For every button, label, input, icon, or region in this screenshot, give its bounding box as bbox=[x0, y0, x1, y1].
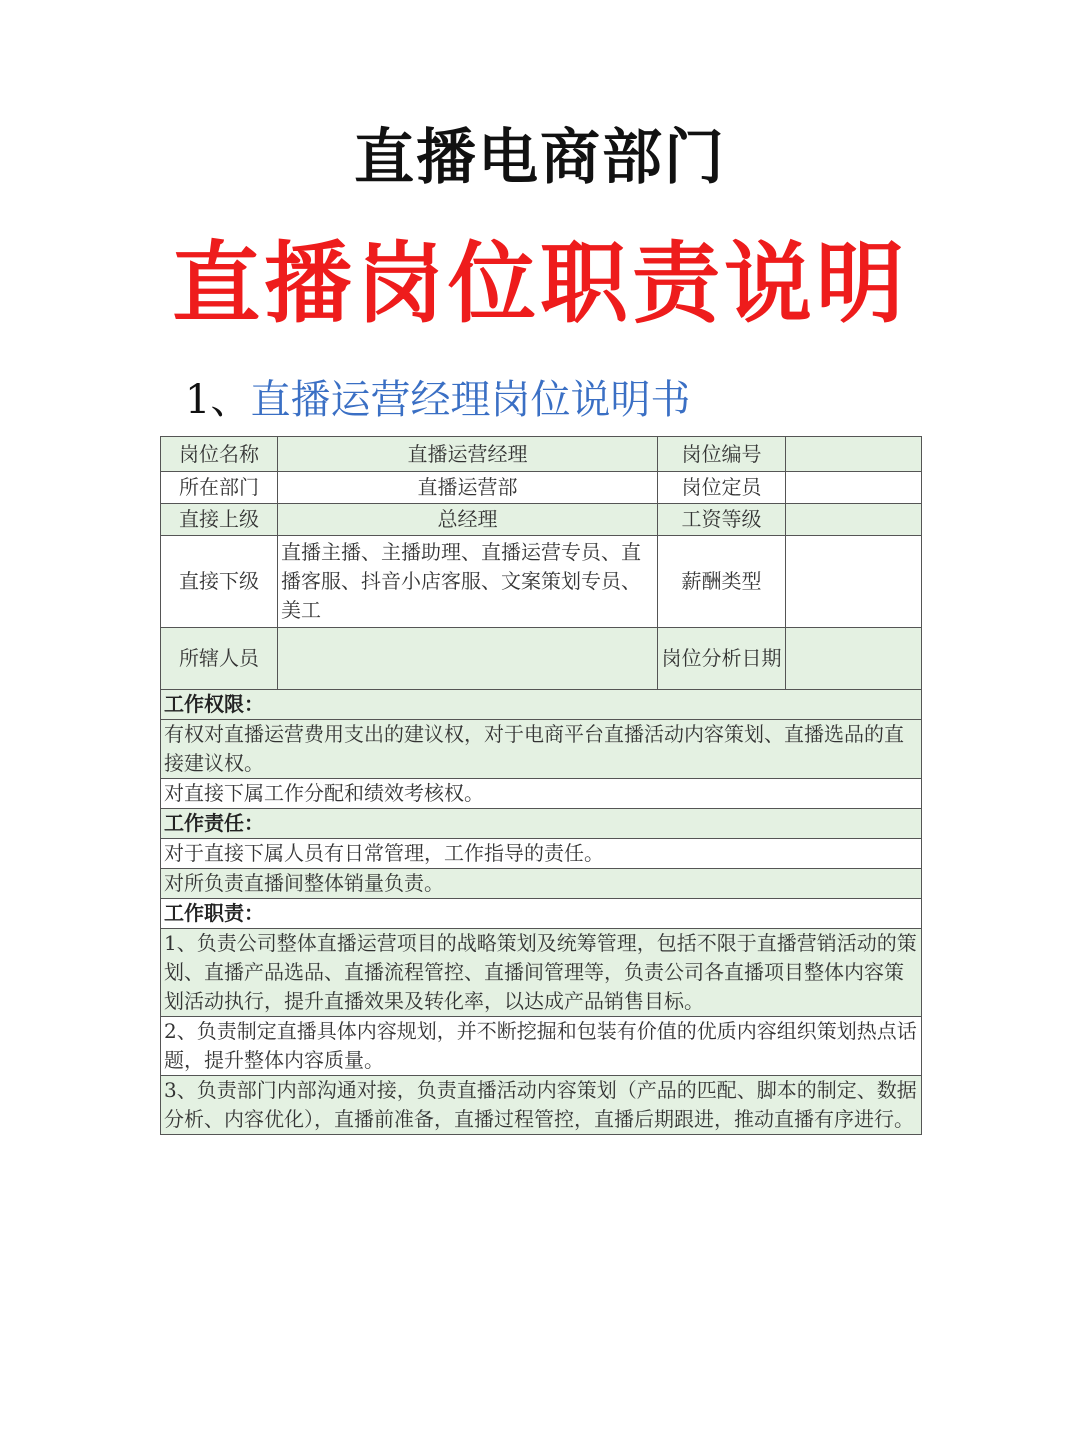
table-row-duty-2 bbox=[161, 1017, 922, 1076]
value-analysis-date bbox=[786, 628, 922, 690]
value-position-name: 直播运营经理 bbox=[278, 437, 658, 472]
table-row-authority-1 bbox=[161, 720, 922, 779]
label-pay-type: 薪酬类型 bbox=[658, 536, 786, 628]
duty-item: 2、负责制定直播具体内容规划，并不断挖掘和包装有价值的优质内容组织策划热点话题，提升整体内容质量。 bbox=[161, 1017, 922, 1076]
label-department: 所在部门 bbox=[161, 472, 278, 504]
duties-label: 工作职责： bbox=[161, 899, 922, 929]
authority-item: 对直接下属工作分配和绩效考核权。 bbox=[161, 779, 922, 809]
table-row-responsibility-label bbox=[161, 809, 922, 839]
value-department: 直播运营部 bbox=[278, 472, 658, 504]
section-number: 1、 bbox=[185, 377, 251, 423]
label-position-name: 岗位名称 bbox=[161, 437, 278, 472]
label-analysis-date: 岗位分析日期 bbox=[658, 628, 786, 690]
value-pay-type bbox=[786, 536, 922, 628]
value-superior: 总经理 bbox=[278, 504, 658, 536]
label-subordinates: 直接下级 bbox=[161, 536, 278, 628]
value-position-code bbox=[786, 437, 922, 472]
table-row-department bbox=[161, 472, 922, 504]
table-row-authority-2 bbox=[161, 779, 922, 809]
table-row-duties-label bbox=[161, 899, 922, 929]
authority-label: 工作权限： bbox=[161, 690, 922, 720]
label-position-code: 岗位编号 bbox=[658, 437, 786, 472]
duty-item: 1、负责公司整体直播运营项目的战略策划及统筹管理，包括不限于直播营销活动的策划、直播产品选品、直播流程管控、直播间管理等，负责公司各直播项目整体内容策划活动执行，提升直播效果及转化率，以达成产品销售目标。 bbox=[161, 929, 922, 1017]
value-staff bbox=[278, 628, 658, 690]
label-headcount: 岗位定员 bbox=[658, 472, 786, 504]
table-row-staff bbox=[161, 628, 922, 690]
table-row-responsibility-2 bbox=[161, 869, 922, 899]
table-row-authority-label bbox=[161, 690, 922, 720]
duty-item: 3、负责部门内部沟通对接，负责直播活动内容策划（产品的匹配、脚本的制定、数据分析、内容优化），直播前准备，直播过程管控，直播后期跟进，推动直播有序进行。 bbox=[161, 1076, 922, 1135]
page-subtitle: 直播岗位职责说明 bbox=[171, 232, 908, 335]
responsibility-item: 对所负责直播间整体销量负责。 bbox=[161, 869, 922, 899]
label-salary-grade: 工资等级 bbox=[658, 504, 786, 536]
value-subordinates: 直播主播、主播助理、直播运营专员、直播客服、抖音小店客服、文案策划专员、美工 bbox=[278, 536, 658, 628]
table-row-subordinates bbox=[161, 536, 922, 628]
value-salary-grade bbox=[786, 504, 922, 536]
table-row-responsibility-1 bbox=[161, 839, 922, 869]
responsibility-item: 对于直接下属人员有日常管理，工作指导的责任。 bbox=[161, 839, 922, 869]
label-superior: 直接上级 bbox=[161, 504, 278, 536]
job-description-table bbox=[160, 436, 922, 1135]
label-staff: 所辖人员 bbox=[161, 628, 278, 690]
table-row-position-name bbox=[161, 437, 922, 472]
value-headcount bbox=[786, 472, 922, 504]
authority-item: 有权对直播运营费用支出的建议权，对于电商平台直播活动内容策划、直播选品的直接建议权。 bbox=[161, 720, 922, 779]
page-title: 直播电商部门 bbox=[354, 123, 726, 193]
section-heading bbox=[185, 372, 690, 428]
table-row-duty-3 bbox=[161, 1076, 922, 1135]
section-title: 直播运营经理岗位说明书 bbox=[250, 377, 691, 423]
table-row-superior bbox=[161, 504, 922, 536]
responsibility-label: 工作责任： bbox=[161, 809, 922, 839]
table-row-duty-1 bbox=[161, 929, 922, 1017]
